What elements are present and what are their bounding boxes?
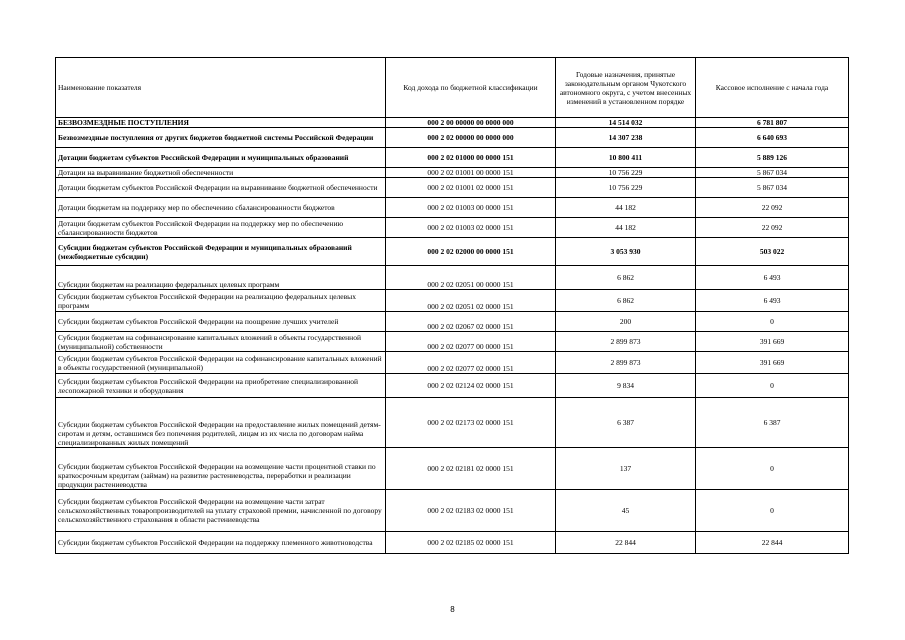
table-row bbox=[56, 148, 849, 168]
row-plan: 200 bbox=[556, 312, 696, 332]
row-code: 000 2 02 02051 00 0000 151 bbox=[386, 266, 556, 290]
row-code: 000 2 02 01001 02 0000 151 bbox=[386, 178, 556, 198]
row-plan: 10 800 411 bbox=[556, 148, 696, 168]
header-income-code: Код дохода по бюджетной классификации bbox=[386, 58, 556, 118]
row-code: 000 2 02 01003 02 0000 151 bbox=[386, 218, 556, 238]
row-name: Субсидии бюджетам на реализацию федеральных целевых программ bbox=[56, 266, 386, 290]
page-number: 8 bbox=[450, 605, 455, 614]
table-row bbox=[56, 128, 849, 148]
row-fact: 22 092 bbox=[696, 198, 849, 218]
table-row bbox=[56, 118, 849, 128]
row-fact: 391 669 bbox=[696, 332, 849, 352]
table-header-row bbox=[56, 58, 849, 118]
row-plan: 10 756 229 bbox=[556, 178, 696, 198]
row-code: 000 2 02 01000 00 0000 151 bbox=[386, 148, 556, 168]
row-code: 000 2 02 02124 02 0000 151 bbox=[386, 374, 556, 398]
row-name: Субсидии бюджетам субъектов Российской Федерации на возмещение части процентной ставки по краткосрочным кредитам (займам) на развитие растениеводства, переработки и реализации продукции растениеводства bbox=[56, 448, 386, 490]
table-row bbox=[56, 168, 849, 178]
table-row bbox=[56, 332, 849, 352]
row-name: Субсидии бюджетам субъектов Российской Федерации на приобретение специализированной лесопожарной техники и оборудования bbox=[56, 374, 386, 398]
row-code: 000 2 02 02067 02 0000 151 bbox=[386, 312, 556, 332]
row-fact: 0 bbox=[696, 374, 849, 398]
row-plan: 6 862 bbox=[556, 266, 696, 290]
row-name: Субсидии бюджетам субъектов Российской Федерации на предоставление жилых помещений детям-сиротам и детям, оставшимся без попечения родителей, лицам из их числа по договорам найма специализированных жилых помещений bbox=[56, 398, 386, 448]
row-plan: 6 862 bbox=[556, 290, 696, 312]
row-code: 000 2 02 02077 00 0000 151 bbox=[386, 332, 556, 352]
row-name: Безвозмездные поступления от других бюджетов бюджетной системы Российской Федерации bbox=[56, 128, 386, 148]
row-name: Субсидии бюджетам субъектов Российской Федерации на поддержку племенного животноводства bbox=[56, 532, 386, 554]
row-fact: 5 867 034 bbox=[696, 178, 849, 198]
row-name: Субсидии бюджетам субъектов Российской Федерации и муниципальных образований (межбюджетные субсидии) bbox=[56, 238, 386, 266]
row-code: 000 2 02 02181 02 0000 151 bbox=[386, 448, 556, 490]
row-plan: 14 514 032 bbox=[556, 118, 696, 128]
row-code: 000 2 02 02185 02 0000 151 bbox=[386, 532, 556, 554]
row-code: 000 2 02 02077 02 0000 151 bbox=[386, 352, 556, 374]
table-row bbox=[56, 218, 849, 238]
table-row bbox=[56, 312, 849, 332]
row-plan: 44 182 bbox=[556, 218, 696, 238]
row-fact: 22 092 bbox=[696, 218, 849, 238]
row-plan: 14 307 238 bbox=[556, 128, 696, 148]
row-plan: 22 844 bbox=[556, 532, 696, 554]
row-fact: 5 889 126 bbox=[696, 148, 849, 168]
row-fact: 5 867 034 bbox=[696, 168, 849, 178]
row-fact: 503 022 bbox=[696, 238, 849, 266]
row-fact: 6 493 bbox=[696, 290, 849, 312]
row-name: Дотации бюджетам субъектов Российской Федерации на поддержку мер по обеспечению сбалансированности бюджетов bbox=[56, 218, 386, 238]
table-row bbox=[56, 290, 849, 312]
row-name: Дотации бюджетам на поддержку мер по обеспечению сбалансированности бюджетов bbox=[56, 198, 386, 218]
row-fact: 0 bbox=[696, 312, 849, 332]
row-plan: 2 899 873 bbox=[556, 352, 696, 374]
row-code: 000 2 02 00000 00 0000 000 bbox=[386, 128, 556, 148]
row-name: БЕЗВОЗМЕЗДНЫЕ ПОСТУПЛЕНИЯ bbox=[56, 118, 386, 128]
row-plan: 2 899 873 bbox=[556, 332, 696, 352]
header-cash-execution: Кассовое исполнение с начала года bbox=[696, 58, 849, 118]
row-plan: 45 bbox=[556, 490, 696, 532]
table-row bbox=[56, 398, 849, 448]
row-code: 000 2 02 02183 02 0000 151 bbox=[386, 490, 556, 532]
row-fact: 391 669 bbox=[696, 352, 849, 374]
table-row bbox=[56, 490, 849, 532]
row-name: Дотации бюджетам субъектов Российской Федерации и муниципальных образований bbox=[56, 148, 386, 168]
table-row bbox=[56, 266, 849, 290]
table-row bbox=[56, 178, 849, 198]
table-row bbox=[56, 238, 849, 266]
row-fact: 22 844 bbox=[696, 532, 849, 554]
row-fact: 0 bbox=[696, 490, 849, 532]
row-plan: 9 834 bbox=[556, 374, 696, 398]
row-fact: 6 387 bbox=[696, 398, 849, 448]
row-name: Дотации бюджетам субъектов Российской Федерации на выравнивание бюджетной обеспеченности bbox=[56, 178, 386, 198]
row-code: 000 2 02 01003 00 0000 151 bbox=[386, 198, 556, 218]
row-plan: 6 387 bbox=[556, 398, 696, 448]
budget-table bbox=[55, 57, 849, 554]
row-plan: 44 182 bbox=[556, 198, 696, 218]
table-row bbox=[56, 352, 849, 374]
table-row bbox=[56, 448, 849, 490]
row-plan: 10 756 229 bbox=[556, 168, 696, 178]
row-name: Дотации на выравнивание бюджетной обеспеченности bbox=[56, 168, 386, 178]
table-row bbox=[56, 374, 849, 398]
row-name: Субсидии бюджетам субъектов Российской Федерации на поощрение лучших учителей bbox=[56, 312, 386, 332]
row-name: Субсидии бюджетам субъектов Российской Федерации на софинансирование капитальных вложений в объекты государственной (муниципальной) bbox=[56, 352, 386, 374]
header-indicator-name: Наименование показателя bbox=[56, 58, 386, 118]
header-annual-plan: Годовые назначения, принятые законодательным органом Чукотского автономного округа, с учетом внесенных изменений в установленном порядке bbox=[556, 58, 696, 118]
row-fact: 6 781 807 bbox=[696, 118, 849, 128]
row-code: 000 2 02 01001 00 0000 151 bbox=[386, 168, 556, 178]
row-plan: 3 053 930 bbox=[556, 238, 696, 266]
row-code: 000 2 00 00000 00 0000 000 bbox=[386, 118, 556, 128]
table-row bbox=[56, 532, 849, 554]
row-plan: 137 bbox=[556, 448, 696, 490]
table-row bbox=[56, 198, 849, 218]
row-fact: 0 bbox=[696, 448, 849, 490]
row-code: 000 2 02 02000 00 0000 151 bbox=[386, 238, 556, 266]
row-fact: 6 640 693 bbox=[696, 128, 849, 148]
row-code: 000 2 02 02173 02 0000 151 bbox=[386, 398, 556, 448]
row-name: Субсидии бюджетам субъектов Российской Федерации на возмещение части затрат сельскохозяйственных товаропроизводителей на уплату страховой премии, начисленной по договору сельскохозяйственного страхования в области растениеводства bbox=[56, 490, 386, 532]
row-fact: 6 493 bbox=[696, 266, 849, 290]
row-name: Субсидии бюджетам на софинансирование капитальных вложений в объекты государственной (муниципальной) собственности bbox=[56, 332, 386, 352]
row-code: 000 2 02 02051 02 0000 151 bbox=[386, 290, 556, 312]
row-name: Субсидии бюджетам субъектов Российской Федерации на реализацию федеральных целевых программ bbox=[56, 290, 386, 312]
